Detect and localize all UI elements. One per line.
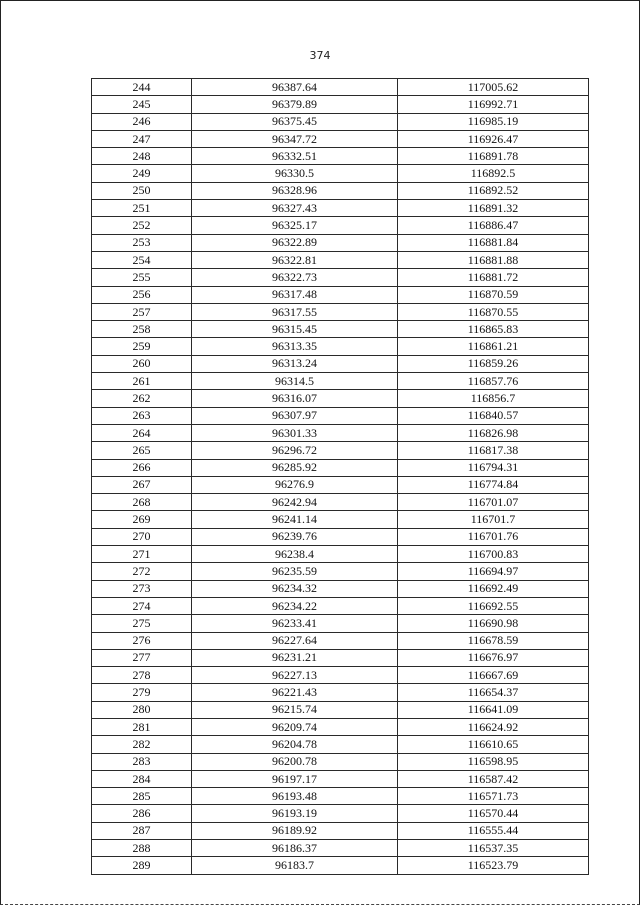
point-number-cell: 266 — [92, 459, 192, 476]
table-row — [92, 303, 589, 320]
y-coordinate-cell: 116826.98 — [398, 424, 589, 441]
table-row — [92, 130, 589, 147]
y-coordinate-cell: 116870.55 — [398, 303, 589, 320]
table-row — [92, 840, 589, 857]
y-coordinate-cell: 116537.35 — [398, 840, 589, 857]
y-coordinate-cell: 116700.83 — [398, 546, 589, 563]
x-coordinate-cell: 96235.59 — [192, 563, 398, 580]
point-number-cell: 275 — [92, 615, 192, 632]
y-coordinate-cell: 116692.55 — [398, 597, 589, 614]
table-row — [92, 217, 589, 234]
y-coordinate-cell: 117005.62 — [398, 79, 589, 96]
x-coordinate-cell: 96379.89 — [192, 96, 398, 113]
table-row — [92, 788, 589, 805]
point-number-cell: 265 — [92, 442, 192, 459]
table-row — [92, 476, 589, 493]
y-coordinate-cell: 116598.95 — [398, 753, 589, 770]
point-number-cell: 250 — [92, 182, 192, 199]
y-coordinate-cell: 116891.32 — [398, 200, 589, 217]
y-coordinate-cell: 116891.78 — [398, 148, 589, 165]
x-coordinate-cell: 96227.64 — [192, 632, 398, 649]
table-row — [92, 269, 589, 286]
table-row — [92, 632, 589, 649]
table-row — [92, 528, 589, 545]
y-coordinate-cell: 116571.73 — [398, 788, 589, 805]
x-coordinate-cell: 96315.45 — [192, 321, 398, 338]
y-coordinate-cell: 116985.19 — [398, 113, 589, 130]
table-row — [92, 96, 589, 113]
x-coordinate-cell: 96327.43 — [192, 200, 398, 217]
x-coordinate-cell: 96322.89 — [192, 234, 398, 251]
x-coordinate-cell: 96231.21 — [192, 649, 398, 666]
point-number-cell: 244 — [92, 79, 192, 96]
point-number-cell: 285 — [92, 788, 192, 805]
x-coordinate-cell: 96332.51 — [192, 148, 398, 165]
point-number-cell: 254 — [92, 251, 192, 268]
x-coordinate-cell: 96227.13 — [192, 667, 398, 684]
x-coordinate-cell: 96316.07 — [192, 390, 398, 407]
point-number-cell: 251 — [92, 200, 192, 217]
y-coordinate-cell: 116892.52 — [398, 182, 589, 199]
table-row — [92, 234, 589, 251]
y-coordinate-cell: 116690.98 — [398, 615, 589, 632]
point-number-cell: 273 — [92, 580, 192, 597]
table-row — [92, 286, 589, 303]
point-number-cell: 256 — [92, 286, 192, 303]
x-coordinate-cell: 96193.48 — [192, 788, 398, 805]
point-number-cell: 271 — [92, 546, 192, 563]
y-coordinate-cell: 116881.72 — [398, 269, 589, 286]
y-coordinate-cell: 116870.59 — [398, 286, 589, 303]
x-coordinate-cell: 96387.64 — [192, 79, 398, 96]
y-coordinate-cell: 116926.47 — [398, 130, 589, 147]
x-coordinate-cell: 96330.5 — [192, 165, 398, 182]
table-row — [92, 148, 589, 165]
x-coordinate-cell: 96313.24 — [192, 355, 398, 372]
point-number-cell: 255 — [92, 269, 192, 286]
table-row — [92, 113, 589, 130]
y-coordinate-cell: 116641.09 — [398, 701, 589, 718]
point-number-cell: 257 — [92, 303, 192, 320]
table-row — [92, 390, 589, 407]
point-number-cell: 253 — [92, 234, 192, 251]
point-number-cell: 272 — [92, 563, 192, 580]
point-number-cell: 270 — [92, 528, 192, 545]
point-number-cell: 283 — [92, 753, 192, 770]
point-number-cell: 267 — [92, 476, 192, 493]
x-coordinate-cell: 96322.81 — [192, 251, 398, 268]
x-coordinate-cell: 96221.43 — [192, 684, 398, 701]
table-row — [92, 857, 589, 874]
table-row — [92, 424, 589, 441]
x-coordinate-cell: 96241.14 — [192, 511, 398, 528]
point-number-cell: 281 — [92, 718, 192, 735]
point-number-cell: 282 — [92, 736, 192, 753]
y-coordinate-cell: 116774.84 — [398, 476, 589, 493]
y-coordinate-cell: 116667.69 — [398, 667, 589, 684]
table-row — [92, 718, 589, 735]
table-row — [92, 442, 589, 459]
table-row — [92, 321, 589, 338]
y-coordinate-cell: 116570.44 — [398, 805, 589, 822]
table-row — [92, 597, 589, 614]
y-coordinate-cell: 116861.21 — [398, 338, 589, 355]
page-number: 374 — [309, 49, 331, 62]
point-number-cell: 274 — [92, 597, 192, 614]
table-row — [92, 649, 589, 666]
table-row — [92, 580, 589, 597]
x-coordinate-cell: 96200.78 — [192, 753, 398, 770]
y-coordinate-cell: 116654.37 — [398, 684, 589, 701]
table-row — [92, 805, 589, 822]
point-number-cell: 277 — [92, 649, 192, 666]
y-coordinate-cell: 116892.5 — [398, 165, 589, 182]
y-coordinate-cell: 116678.59 — [398, 632, 589, 649]
point-number-cell: 264 — [92, 424, 192, 441]
x-coordinate-cell: 96239.76 — [192, 528, 398, 545]
table-row — [92, 546, 589, 563]
y-coordinate-cell: 116881.88 — [398, 251, 589, 268]
table-row — [92, 563, 589, 580]
x-coordinate-cell: 96209.74 — [192, 718, 398, 735]
table-row — [92, 494, 589, 511]
point-number-cell: 249 — [92, 165, 192, 182]
x-coordinate-cell: 96317.55 — [192, 303, 398, 320]
table-row — [92, 736, 589, 753]
point-number-cell: 269 — [92, 511, 192, 528]
y-coordinate-cell: 116624.92 — [398, 718, 589, 735]
x-coordinate-cell: 96215.74 — [192, 701, 398, 718]
y-coordinate-cell: 116992.71 — [398, 96, 589, 113]
y-coordinate-cell: 116857.76 — [398, 373, 589, 390]
y-coordinate-cell: 116840.57 — [398, 407, 589, 424]
table-row — [92, 251, 589, 268]
x-coordinate-cell: 96234.22 — [192, 597, 398, 614]
x-coordinate-cell: 96183.7 — [192, 857, 398, 874]
x-coordinate-cell: 96204.78 — [192, 736, 398, 753]
y-coordinate-cell: 116587.42 — [398, 770, 589, 787]
point-number-cell: 289 — [92, 857, 192, 874]
y-coordinate-cell: 116676.97 — [398, 649, 589, 666]
x-coordinate-cell: 96314.5 — [192, 373, 398, 390]
table-row — [92, 79, 589, 96]
y-coordinate-cell: 116555.44 — [398, 822, 589, 839]
point-number-cell: 286 — [92, 805, 192, 822]
table-row — [92, 753, 589, 770]
table-row — [92, 407, 589, 424]
point-number-cell: 287 — [92, 822, 192, 839]
y-coordinate-cell: 116856.7 — [398, 390, 589, 407]
table-row — [92, 459, 589, 476]
x-coordinate-cell: 96325.17 — [192, 217, 398, 234]
y-coordinate-cell: 116610.65 — [398, 736, 589, 753]
table-row — [92, 355, 589, 372]
point-number-cell: 258 — [92, 321, 192, 338]
x-coordinate-cell: 96328.96 — [192, 182, 398, 199]
table-row — [92, 770, 589, 787]
point-number-cell: 268 — [92, 494, 192, 511]
x-coordinate-cell: 96322.73 — [192, 269, 398, 286]
point-number-cell: 246 — [92, 113, 192, 130]
table-body — [92, 79, 589, 875]
x-coordinate-cell: 96285.92 — [192, 459, 398, 476]
table-row — [92, 615, 589, 632]
y-coordinate-cell: 116865.83 — [398, 321, 589, 338]
point-number-cell: 288 — [92, 840, 192, 857]
x-coordinate-cell: 96317.48 — [192, 286, 398, 303]
y-coordinate-cell: 116701.76 — [398, 528, 589, 545]
coordinate-table — [91, 78, 589, 875]
y-coordinate-cell: 116859.26 — [398, 355, 589, 372]
x-coordinate-cell: 96307.97 — [192, 407, 398, 424]
y-coordinate-cell: 116881.84 — [398, 234, 589, 251]
x-coordinate-cell: 96238.4 — [192, 546, 398, 563]
point-number-cell: 260 — [92, 355, 192, 372]
x-coordinate-cell: 96234.32 — [192, 580, 398, 597]
x-coordinate-cell: 96193.19 — [192, 805, 398, 822]
y-coordinate-cell: 116694.97 — [398, 563, 589, 580]
y-coordinate-cell: 116886.47 — [398, 217, 589, 234]
point-number-cell: 252 — [92, 217, 192, 234]
point-number-cell: 279 — [92, 684, 192, 701]
y-coordinate-cell: 116817.38 — [398, 442, 589, 459]
table-row — [92, 667, 589, 684]
table-row — [92, 373, 589, 390]
x-coordinate-cell: 96296.72 — [192, 442, 398, 459]
y-coordinate-cell: 116794.31 — [398, 459, 589, 476]
table-row — [92, 822, 589, 839]
y-coordinate-cell: 116692.49 — [398, 580, 589, 597]
x-coordinate-cell: 96242.94 — [192, 494, 398, 511]
point-number-cell: 263 — [92, 407, 192, 424]
x-coordinate-cell: 96347.72 — [192, 130, 398, 147]
point-number-cell: 284 — [92, 770, 192, 787]
x-coordinate-cell: 96189.92 — [192, 822, 398, 839]
x-coordinate-cell: 96186.37 — [192, 840, 398, 857]
point-number-cell: 276 — [92, 632, 192, 649]
table-row — [92, 182, 589, 199]
table-row — [92, 338, 589, 355]
table-row — [92, 200, 589, 217]
point-number-cell: 261 — [92, 373, 192, 390]
table-row — [92, 701, 589, 718]
point-number-cell: 280 — [92, 701, 192, 718]
x-coordinate-cell: 96197.17 — [192, 770, 398, 787]
x-coordinate-cell: 96276.9 — [192, 476, 398, 493]
x-coordinate-cell: 96301.33 — [192, 424, 398, 441]
x-coordinate-cell: 96375.45 — [192, 113, 398, 130]
x-coordinate-cell: 96233.41 — [192, 615, 398, 632]
point-number-cell: 245 — [92, 96, 192, 113]
point-number-cell: 278 — [92, 667, 192, 684]
table-row — [92, 684, 589, 701]
x-coordinate-cell: 96313.35 — [192, 338, 398, 355]
y-coordinate-cell: 116701.7 — [398, 511, 589, 528]
point-number-cell: 247 — [92, 130, 192, 147]
table-row — [92, 511, 589, 528]
y-coordinate-cell: 116701.07 — [398, 494, 589, 511]
point-number-cell: 248 — [92, 148, 192, 165]
point-number-cell: 259 — [92, 338, 192, 355]
table-row — [92, 165, 589, 182]
point-number-cell: 262 — [92, 390, 192, 407]
y-coordinate-cell: 116523.79 — [398, 857, 589, 874]
